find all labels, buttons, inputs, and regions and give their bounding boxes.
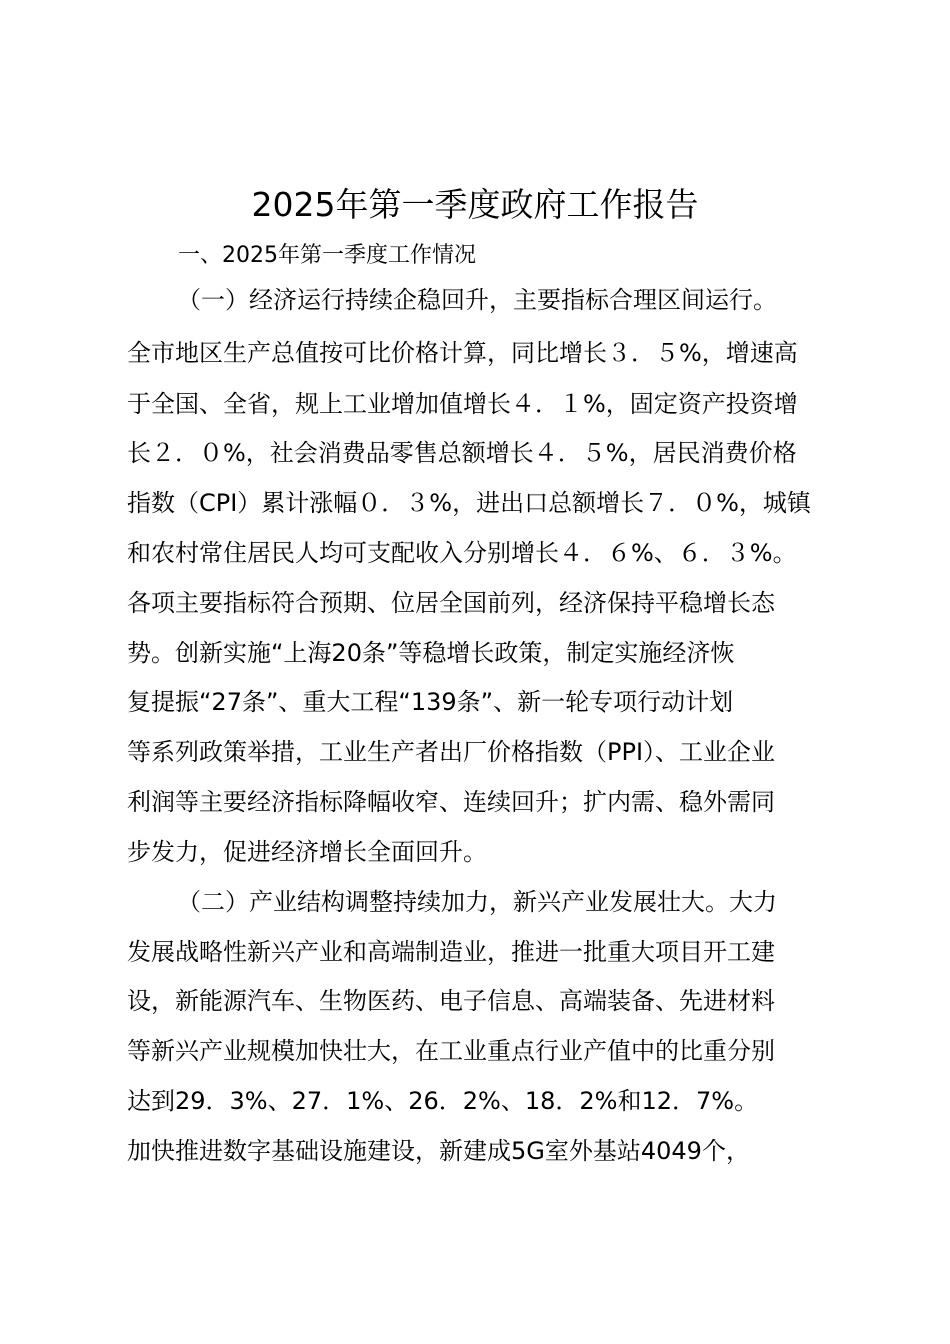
- paragraph-line: 势。创新实施“上海20条”等稳增长政策，制定实施经济恢: [127, 639, 735, 667]
- paragraph-line: 全市地区生产总值按可比价格计算，同比增长３．５%，增速高: [127, 339, 798, 367]
- paragraph-line: 和农村常住居民人均可支配收入分别增长４．６%、６．３%。: [127, 539, 797, 567]
- paragraph-line: 步发力，促进经济增长全面回升。: [127, 838, 487, 866]
- paragraph-line: 等新兴产业规模加快壮大，在工业重点行业产值中的比重分别: [127, 1037, 775, 1065]
- paragraph-line: 设，新能源汽车、生物医药、电子信息、高端装备、先进材料: [127, 987, 775, 1015]
- paragraph-line: （二）产业结构调整持续加力，新兴产业发展壮大。大力: [177, 888, 777, 916]
- paragraph-line: 达到29．3%、27．1%、26．2%、18．2%和12．7%。: [127, 1087, 759, 1115]
- paragraph-line: 加快推进数字基础设施建设，新建成5G室外基站4049个，: [127, 1137, 750, 1165]
- paragraph-line: 复提振“27条”、重大工程“139条”、新一轮专项行动计划: [127, 688, 734, 716]
- paragraph-line: 各项主要指标符合预期、位居全国前列，经济保持平稳增长态: [127, 589, 775, 617]
- paragraph-line: （一）经济运行持续企稳回升，主要指标合理区间运行。: [177, 286, 777, 314]
- paragraph-line: 于全国、全省，规上工业增加值增长４．１%，固定资产投资增: [127, 390, 798, 418]
- paragraph-line: 利润等主要经济指标降幅收窄、连续回升；扩内需、稳外需同: [127, 788, 775, 816]
- paragraph-line: 等系列政策举措，工业生产者出厂价格指数（PPI）、工业企业: [127, 738, 776, 766]
- section-heading: 一、2025年第一季度工作情况: [178, 243, 476, 268]
- paragraph-line: 发展战略性新兴产业和高端制造业，推进一批重大项目开工建: [127, 938, 775, 966]
- paragraph-line: 长２．０%，社会消费品零售总额增长４．５%，居民消费价格: [127, 439, 797, 467]
- document-title: 2025年第一季度政府工作报告: [251, 185, 699, 224]
- paragraph-line: 指数（CPI）累计涨幅０．３%，进出口总额增长７．０%，城镇: [127, 489, 811, 517]
